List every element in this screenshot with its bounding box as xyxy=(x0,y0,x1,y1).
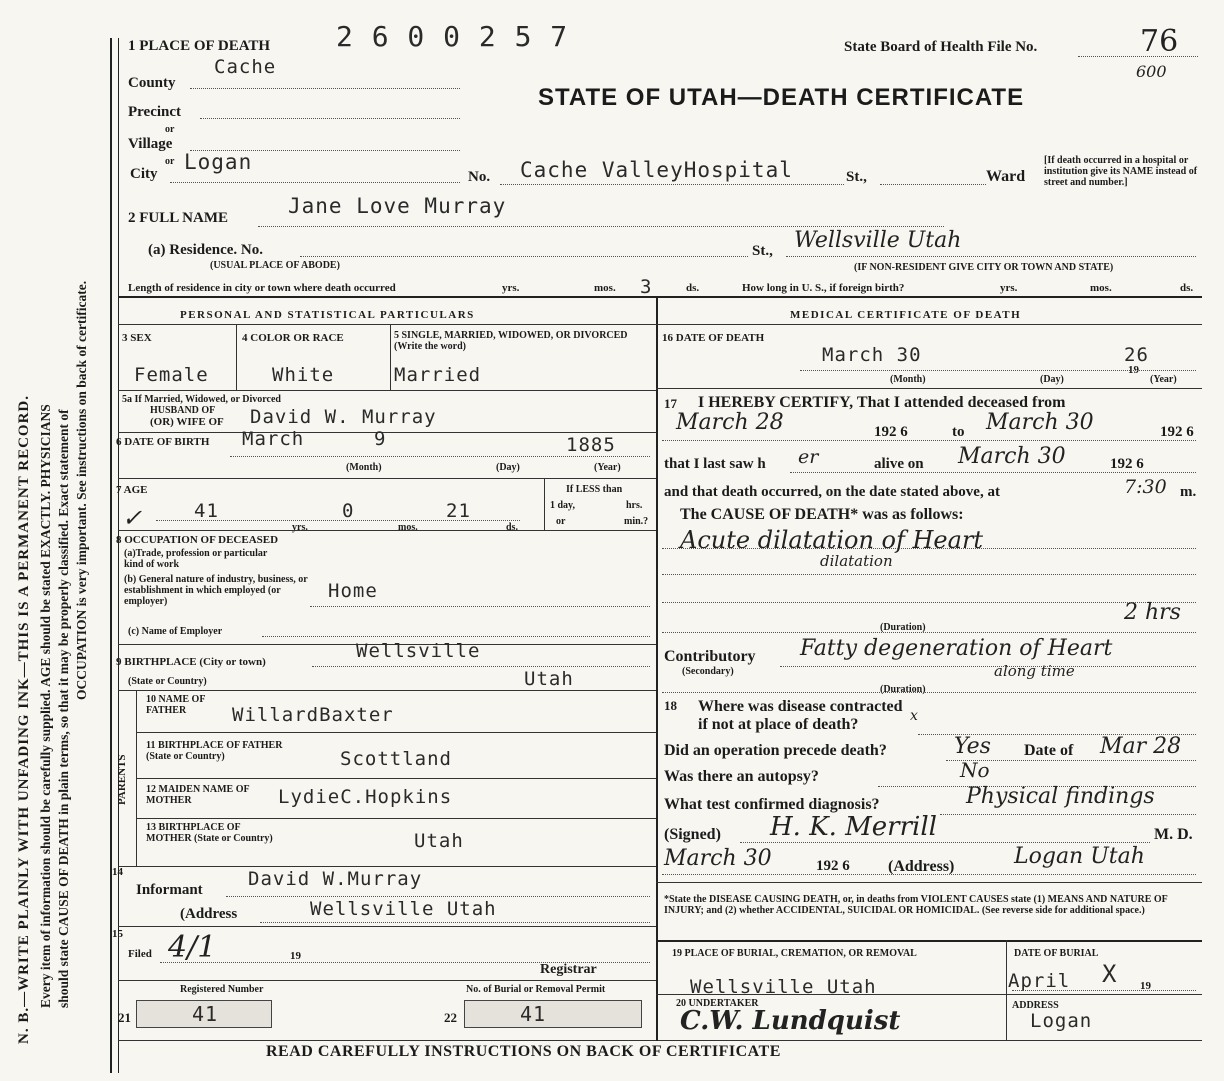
dob-year: 1885 xyxy=(566,434,616,456)
contributory-label: Contributory xyxy=(664,648,756,665)
county-value: Cache xyxy=(214,56,277,78)
dod-day-lbl: (Day) xyxy=(1040,374,1064,385)
m-lbl: m. xyxy=(1180,484,1197,500)
q-autopsy: Was there an autopsy? xyxy=(664,768,819,785)
burial-date-label: DATE OF BURIAL xyxy=(1014,948,1099,959)
filed-value: 4/1 xyxy=(168,930,217,965)
nonresident-note: (IF NON-RESIDENT GIVE CITY OR TOWN AND STATE) xyxy=(854,262,1114,273)
q-where2: if not at place of death? xyxy=(698,716,859,733)
contributory-2: along time xyxy=(994,662,1075,680)
ward-label: Ward xyxy=(986,168,1026,185)
informant-address-label: (Address xyxy=(180,906,238,922)
footnote: *State the DISEASE CAUSING DEATH, or, in deaths from VIOLENT CAUSES state (1) MEANS AND NATURE OF INJURY; and (2) whether ACCIDENTAL, SUICIDAL OR HOMICIDAL. (See reverse side for additional space.) xyxy=(664,894,1168,916)
q-test: What test confirmed diagnosis? xyxy=(664,796,880,813)
dob-year-lbl: (Year) xyxy=(594,462,621,473)
full-name-value: Jane Love Murray xyxy=(288,194,507,218)
sex-value: Female xyxy=(134,364,209,386)
occupation-b: (b) General nature of industry, business, or establishment in which employed (or employer) xyxy=(124,574,308,607)
age-yrs-lbl: yrs. xyxy=(292,522,308,533)
attend-from-year: 192 6 xyxy=(874,424,908,440)
father-bp-value: Scottland xyxy=(340,748,452,770)
length-mos-value: 3 xyxy=(640,276,653,298)
last-saw-year: 192 6 xyxy=(1110,456,1144,472)
spouse-label-1: 5a If Married, Widowed, or Divorced xyxy=(122,394,281,405)
length-ds: ds. xyxy=(686,282,700,294)
undertaker-address-label: ADDRESS xyxy=(1012,1000,1059,1011)
occupation-label: 8 OCCUPATION OF DECEASED xyxy=(116,534,279,546)
spouse-label-2: HUSBAND OF xyxy=(150,405,216,416)
birthplace-city: Wellsville xyxy=(356,640,481,662)
village-label: Village xyxy=(128,136,173,152)
mother-label: 12 MAIDEN NAME OF MOTHER xyxy=(146,784,250,806)
age-mos-lbl: mos. xyxy=(398,522,418,533)
birthplace-state-lbl: (State or Country) xyxy=(128,676,207,687)
dob-day-lbl: (Day) xyxy=(496,462,520,473)
father-label: 10 NAME OF FATHER xyxy=(146,694,206,716)
operation-date: Mar 28 xyxy=(1100,734,1182,759)
dod-label: 16 DATE OF DEATH xyxy=(662,332,765,344)
min-lbl: min.? xyxy=(624,516,649,527)
signed-name: H. K. Merrill xyxy=(770,812,937,842)
filed-19: 19 xyxy=(290,950,301,962)
registrar-label: Registrar xyxy=(540,962,597,977)
death-occurred-text: and that death occurred, on the date stated above, at xyxy=(664,484,1000,500)
residence-st-label: St., xyxy=(752,243,773,259)
q18-no: 18 xyxy=(664,698,677,713)
last-saw-date: March 30 xyxy=(958,444,1066,469)
q-operation: Did an operation precede death? xyxy=(664,742,887,759)
birthplace-state: Utah xyxy=(524,668,574,690)
marital-label: 5 SINGLE, MARRIED, WIDOWED, OR DIVORCED (Write the word) xyxy=(394,330,628,352)
length-mos: mos. xyxy=(594,282,616,294)
footer-instructions: READ CAREFULLY INSTRUCTIONS ON BACK OF CERTIFICATE xyxy=(266,1043,781,1060)
mother-bp-value: Utah xyxy=(414,830,464,852)
sidebar-line-2: Every item of information should be carefully supplied. AGE should be stated EXACTLY. PHYSICIANS xyxy=(38,404,53,1008)
sidebar-line-3: should state CAUSE OF DEATH in plain terms, so that it may be properly classified. Exact statement of xyxy=(56,409,71,1008)
duration-lbl-2: (Duration) xyxy=(880,684,926,695)
dod-year-lbl: (Year) xyxy=(1150,374,1177,385)
employer-label: (c) Name of Employer xyxy=(128,626,223,637)
q-autopsy-answer: No xyxy=(960,758,990,782)
age-mos: 0 xyxy=(342,500,355,522)
sign-address: Logan Utah xyxy=(1014,844,1145,869)
contributory-1: Fatty degeneration of Heart xyxy=(800,636,1113,661)
informant-value: David W.Murray xyxy=(248,868,423,890)
registered-value: 41 xyxy=(192,1002,219,1026)
attend-to-year: 192 6 xyxy=(1160,424,1194,440)
age-label: 7 AGE xyxy=(116,484,148,496)
parents-label: PARENTS xyxy=(116,754,128,805)
burial-place: Wellsville Utah xyxy=(690,976,877,998)
dob-month-lbl: (Month) xyxy=(346,462,382,473)
spouse-value: David W. Murray xyxy=(250,406,437,428)
undertaker-label: 20 UNDERTAKER xyxy=(676,998,759,1009)
informant-address: Wellsville Utah xyxy=(310,898,497,920)
residence-value: Wellsville Utah xyxy=(794,228,962,253)
length-residence-label: Length of residence in city or town where death occurred xyxy=(128,282,396,294)
age-or-lbl: or xyxy=(556,516,566,527)
burial-place-label: 19 PLACE OF BURIAL, CREMATION, OR REMOVAL xyxy=(672,948,917,959)
file-no: 76 xyxy=(1140,24,1179,59)
undertaker-address: Logan xyxy=(1030,1010,1093,1032)
burial-date: April xyxy=(1008,970,1071,992)
medical-section-title: MEDICAL CERTIFICATE OF DEATH xyxy=(790,309,1022,321)
less-than-label: If LESS than xyxy=(566,484,623,495)
md-lbl: M. D. xyxy=(1154,826,1193,843)
ward-note: [If death occurred in a hospital or institution give its NAME instead of street and number.] xyxy=(1044,155,1198,188)
q-where: Where was disease contracted xyxy=(698,698,903,715)
alive-on: alive on xyxy=(874,456,924,472)
secondary-lbl: (Secondary) xyxy=(682,666,734,677)
us-ds: ds. xyxy=(1180,282,1194,294)
sign-date: March 30 xyxy=(664,846,772,871)
certify-text: I HEREBY CERTIFY, That I attended deceased from xyxy=(698,394,1066,411)
document-title: STATE OF UTAH—DEATH CERTIFICATE xyxy=(538,84,1025,111)
dod-year: 26 xyxy=(1124,344,1149,366)
q-where-answer: x xyxy=(910,708,918,724)
cause-text: The CAUSE OF DEATH* was as follows: xyxy=(680,506,964,523)
to-lbl: to xyxy=(952,424,965,440)
city-label: City xyxy=(130,166,158,182)
registered-number-label: Registered Number xyxy=(180,984,264,995)
dod-19: 19 xyxy=(1128,364,1139,376)
mother-value: LydieC.Hopkins xyxy=(278,786,453,808)
place-of-death-label: 1 PLACE OF DEATH xyxy=(128,38,271,54)
filed-no: 15 xyxy=(112,928,123,940)
signed-lbl: (Signed) xyxy=(664,826,721,843)
death-time: 7:30 xyxy=(1124,476,1167,498)
residence-label: (a) Residence. No. xyxy=(148,242,263,258)
age-ds-lbl: ds. xyxy=(506,522,518,533)
attend-from: March 28 xyxy=(676,410,784,435)
age-ds: 21 xyxy=(446,500,471,522)
burial-permit-label: No. of Burial or Removal Permit xyxy=(466,984,606,995)
race-value: White xyxy=(272,364,335,386)
father-bp-label: 11 BIRTHPLACE OF FATHER (State or Country) xyxy=(146,740,283,762)
us-yrs: yrs. xyxy=(1000,282,1018,294)
occupation-value: Home xyxy=(328,580,378,602)
dob-month: March xyxy=(242,428,305,450)
street-no-label: No. xyxy=(468,169,491,185)
residence-sub: (USUAL PLACE OF ABODE) xyxy=(210,260,340,271)
hospital-value: Cache ValleyHospital xyxy=(520,158,793,182)
sidebar-line-4: OCCUPATION is very important. See instructions on back of certificate. xyxy=(74,280,89,700)
age-check: ✓ xyxy=(122,504,143,532)
age-yrs: 41 xyxy=(194,500,219,522)
occupation-a: (a)Trade, profession or particular kind of work xyxy=(124,548,268,570)
file-no-label: State Board of Health File No. xyxy=(844,39,1038,55)
one-day-lbl: 1 day, xyxy=(550,500,576,511)
burial-permit-no: 22 xyxy=(444,1010,457,1025)
dod-month-lbl: (Month) xyxy=(890,374,926,385)
hrs-lbl: hrs. xyxy=(626,500,643,511)
registered-no: 21 xyxy=(118,1010,131,1025)
county-label: County xyxy=(128,75,176,91)
sex-label: 3 SEX xyxy=(122,332,152,344)
sidebar-line-1: N. B.—WRITE PLAINLY WITH UNFADING INK—THIS IS A PERMANENT RECORD. xyxy=(16,395,32,1044)
stamp-number: 2 6 0 0 2 5 7 xyxy=(336,20,569,53)
full-name-label: 2 FULL NAME xyxy=(128,210,229,226)
mother-bp-label: 13 BIRTHPLACE OF MOTHER (State or Country) xyxy=(146,822,273,844)
race-label: 4 COLOR OR RACE xyxy=(242,332,344,344)
dod-month: March 30 xyxy=(822,344,922,366)
q-operation-answer: Yes xyxy=(954,734,991,759)
last-saw-text: that I last saw h xyxy=(664,456,766,472)
precinct-label: Precinct xyxy=(128,104,182,120)
burial-19: 19 xyxy=(1140,980,1151,992)
cause-1: Acute dilatation of Heart xyxy=(680,526,984,554)
cause-2: dilatation xyxy=(820,552,893,570)
marital-value: Married xyxy=(394,364,482,386)
date-of-lbl: Date of xyxy=(1024,742,1074,759)
how-long-label: How long in U. S., if foreign birth? xyxy=(742,282,905,294)
or-label-1: or xyxy=(165,124,175,135)
dob-day: 9 xyxy=(374,428,387,450)
birthplace-label: 9 BIRTHPLACE (City or town) xyxy=(116,656,266,668)
burial-x: X xyxy=(1102,960,1118,988)
attend-to: March 30 xyxy=(986,410,1094,435)
or-label-2: or xyxy=(165,156,175,167)
length-yrs: yrs. xyxy=(502,282,520,294)
dob-label: 6 DATE OF BIRTH xyxy=(116,436,210,448)
filed-label: Filed xyxy=(128,948,152,960)
sign-address-lbl: (Address) xyxy=(888,858,955,875)
informant-no: 14 xyxy=(112,866,123,878)
file-no-extra: 600 xyxy=(1136,62,1167,81)
informant-label: Informant xyxy=(136,882,203,898)
city-value: Logan xyxy=(184,150,253,174)
father-value: WillardBaxter xyxy=(232,704,394,726)
burial-permit-value: 41 xyxy=(520,1002,547,1026)
spouse-label-3: (OR) WIFE OF xyxy=(150,416,224,428)
duration-value: 2 hrs xyxy=(1124,600,1181,625)
certify-no: 17 xyxy=(664,396,677,411)
personal-section-title: PERSONAL AND STATISTICAL PARTICULARS xyxy=(180,309,475,321)
last-saw-her: er xyxy=(798,446,819,468)
duration-lbl-1: (Duration) xyxy=(880,622,926,633)
q-test-answer: Physical findings xyxy=(966,784,1155,809)
us-mos: mos. xyxy=(1090,282,1112,294)
undertaker-name: C.W. Lundquist xyxy=(680,1006,901,1036)
sign-year: 192 6 xyxy=(816,858,850,874)
st-label: St., xyxy=(846,169,867,185)
